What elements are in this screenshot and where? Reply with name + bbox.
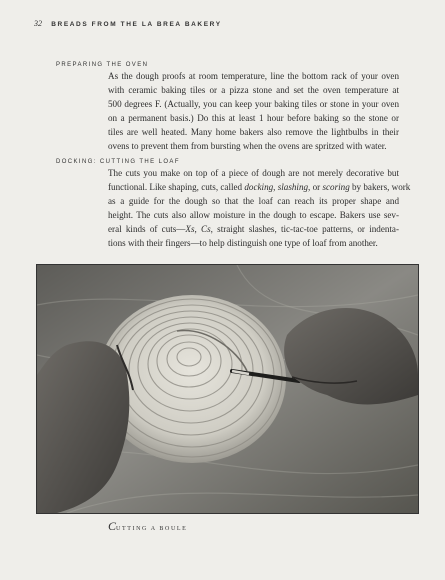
text-line: with ceramic baking tiles or a pizza stone and set the oven temperature at [108, 85, 399, 95]
text-line [108, 208, 399, 222]
text-run: , [194, 224, 202, 234]
text-run: by bakers, work [349, 182, 411, 192]
caption-initial: C [108, 519, 117, 533]
text-run: height. The cuts also allow moisture in the dough to escape. Bakers use sev- [108, 210, 399, 220]
section-heading-docking: DOCKING: CUTTING THE LOAF [56, 159, 180, 165]
italic-term: Xs [185, 224, 195, 234]
text-line: 500 degrees F. (Actually, you can keep your baking tiles or stone in your oven [108, 99, 399, 109]
photo-cutting-boule [36, 264, 419, 514]
text-line: As the dough proofs at room temperature, line the bottom rack of your oven [108, 71, 399, 81]
text-run: , straight slashes, tic-tac-toe patterns, or indenta- [210, 224, 400, 234]
text-line [108, 222, 399, 236]
italic-term: slashing [277, 182, 309, 192]
running-title: BREADS FROM THE LA BREA BAKERY [51, 21, 222, 28]
italic-term: docking [244, 182, 274, 192]
italic-term: scoring [322, 182, 350, 192]
caption-text: UTTING A BOULE [116, 526, 188, 532]
text-line [108, 236, 399, 250]
text-line: tiles are well heated. Many home bakers also remove the lightbulbs in their [108, 127, 399, 137]
section-heading-oven: PREPARING THE OVEN [56, 62, 149, 68]
running-header [34, 19, 222, 28]
paragraph-docking [108, 166, 411, 250]
text-run: eral kinds of cuts— [108, 224, 186, 234]
italic-term: Cs [201, 224, 211, 234]
text-run: functional. Like shaping, cuts, called [108, 182, 245, 192]
text-run: , or [308, 182, 323, 192]
paragraph-preparing-oven [108, 69, 399, 153]
text-line [108, 180, 411, 194]
page-number: 32 [34, 19, 42, 28]
text-line: ovens to prevent them from bursting when the ovens are spritzed with water. [108, 141, 387, 151]
text-run: as a guide for the dough so that the loaf can reach its proper shape and [108, 196, 399, 206]
figure-caption [108, 519, 187, 534]
text-run: tions with their fingers—to help distinguish one type of loaf from another. [108, 238, 378, 248]
text-line [108, 194, 399, 208]
text-line [108, 166, 399, 180]
text-line: on a permanent basis.) Do this at least 1 hour before baking so the stone or [108, 113, 399, 123]
text-run: The cuts you make on top of a piece of dough are not merely decorative but [108, 168, 399, 178]
text-run: , [273, 182, 278, 192]
